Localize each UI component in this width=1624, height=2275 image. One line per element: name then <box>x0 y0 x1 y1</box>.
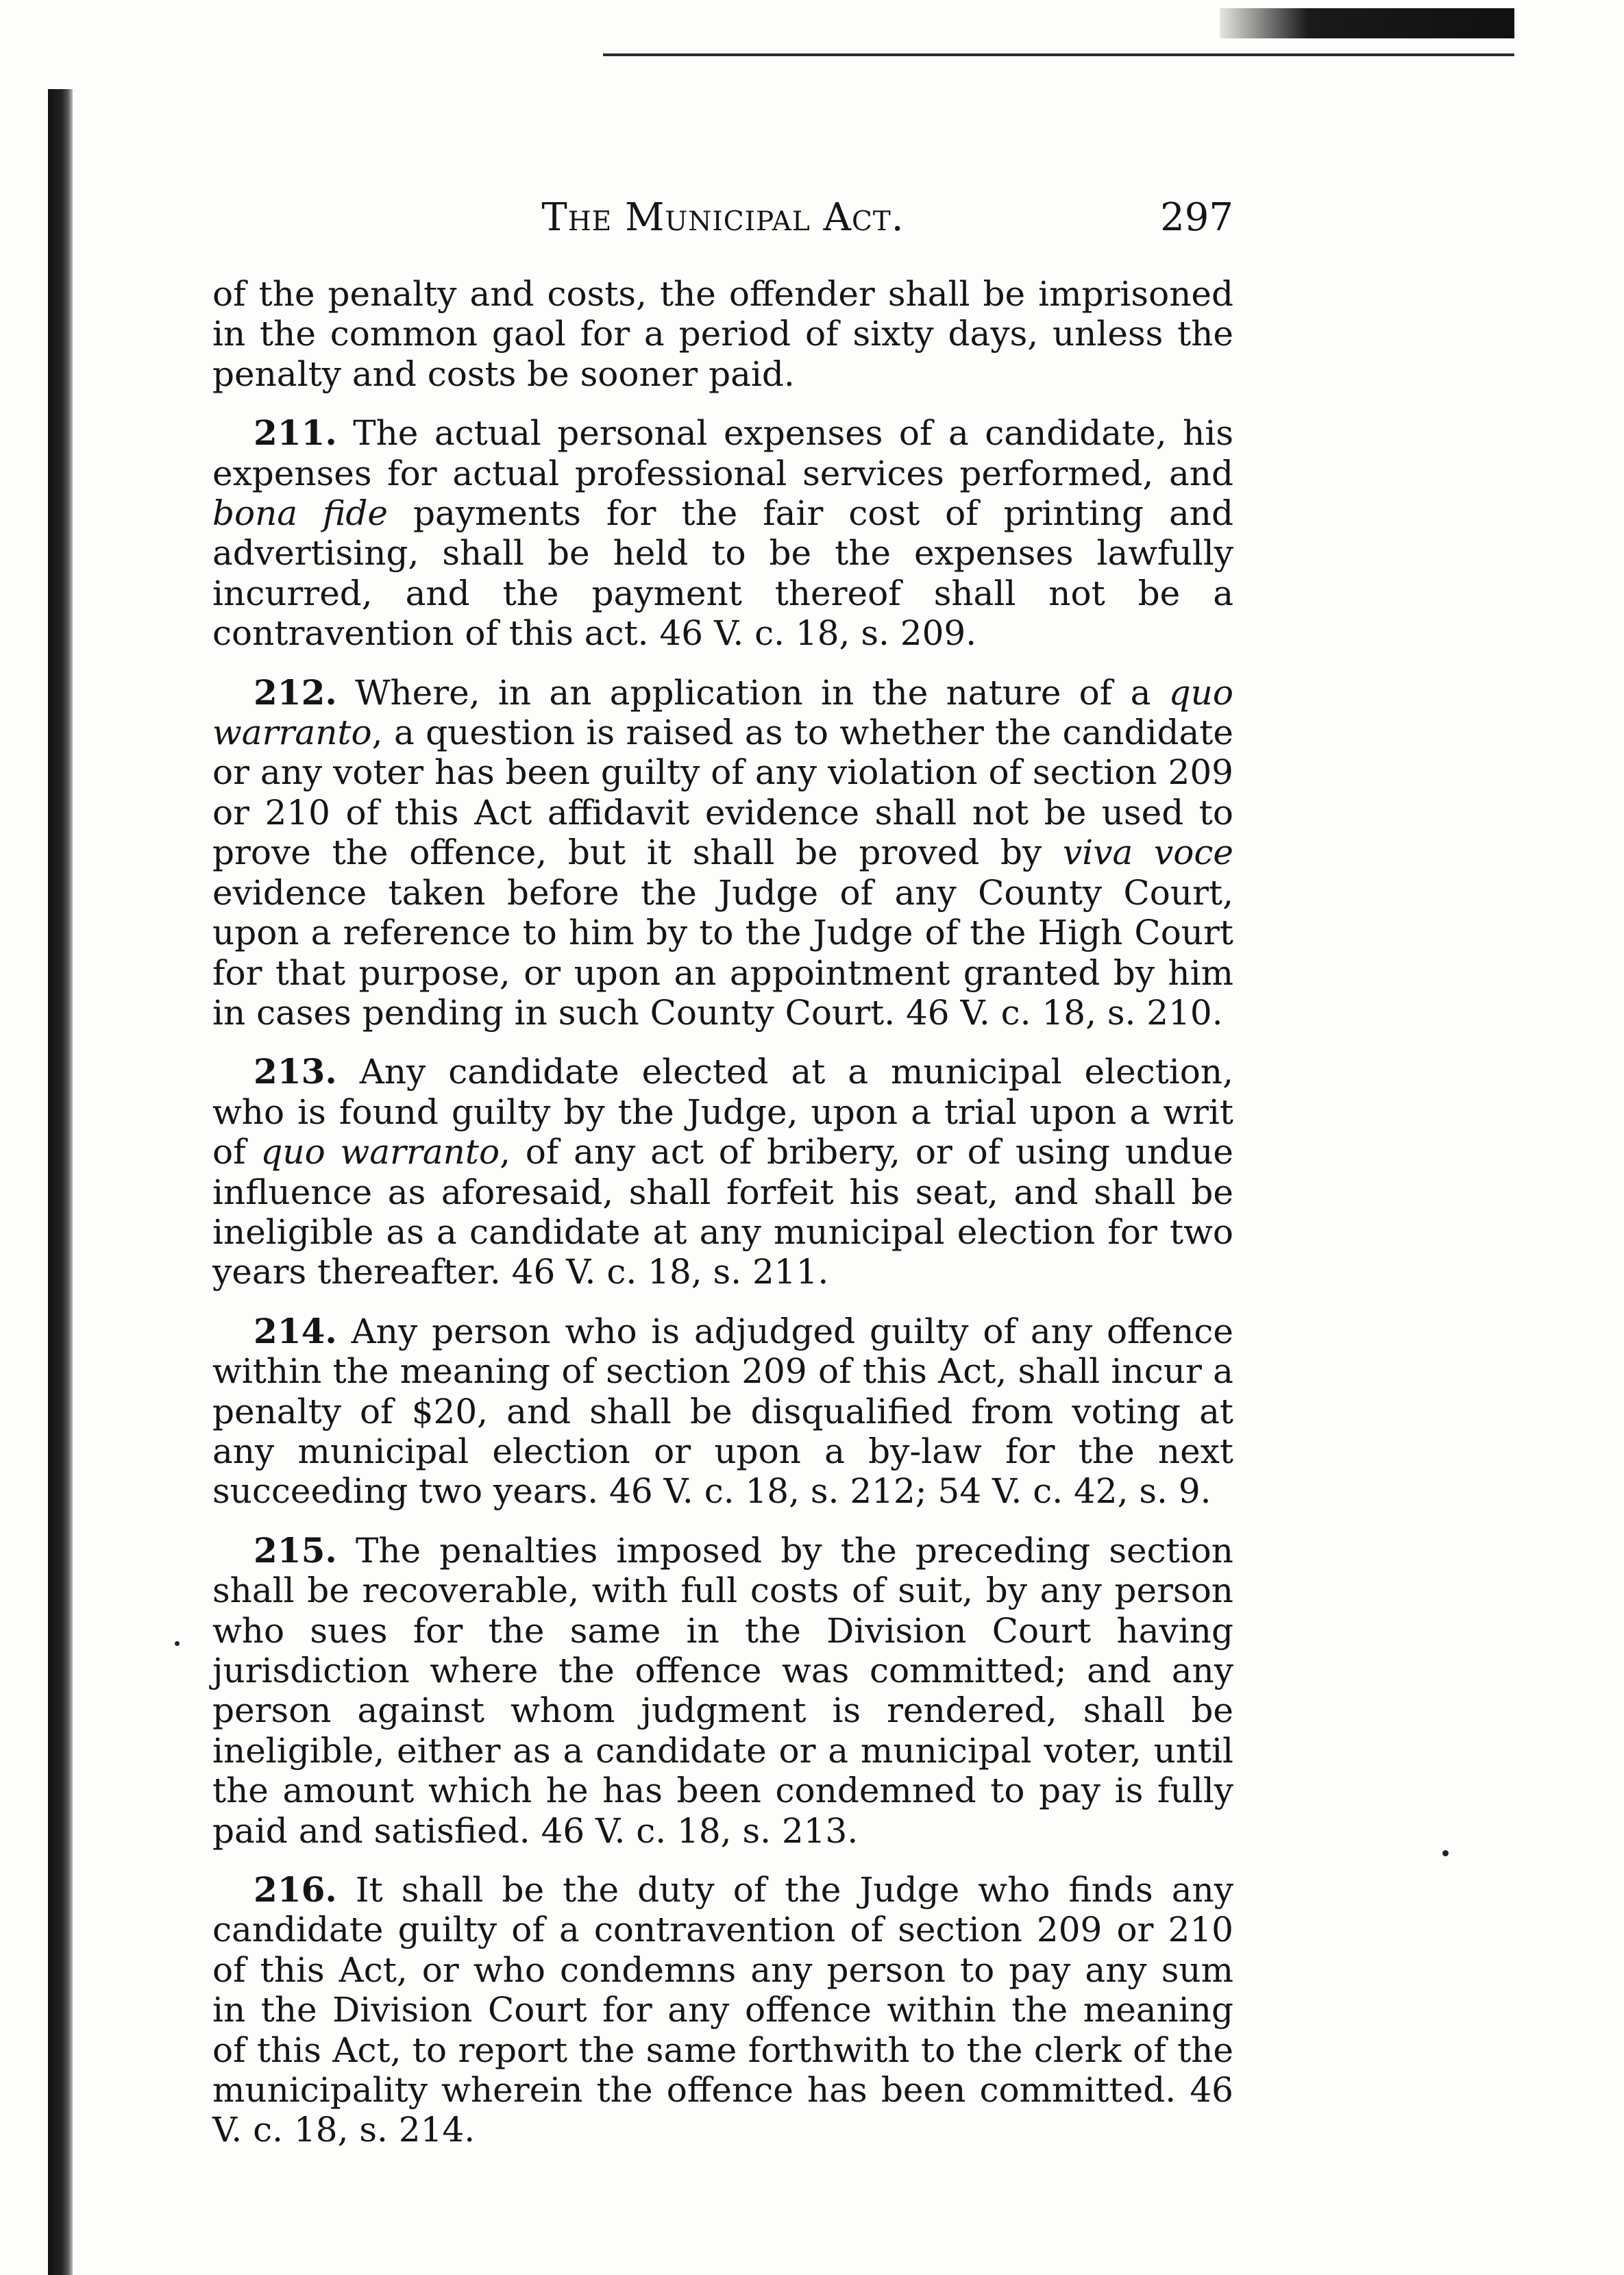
page-number: 297 <box>1160 195 1233 240</box>
scan-shadow-top-right <box>1220 8 1514 38</box>
running-head <box>212 195 1233 250</box>
scan-speck <box>1442 1850 1449 1856</box>
latin-phrase: quo warranto <box>212 672 1233 753</box>
continuation-paragraph: of the penalty and costs, the offender shall be imprisoned in the common gaol for a period of sixty days, unless the penalty and costs be sooner paid. <box>212 274 1233 394</box>
latin-phrase: viva voce <box>1063 833 1233 873</box>
top-rule <box>603 53 1514 56</box>
section-number: 214. <box>254 1310 337 1351</box>
section-215 <box>212 1531 1233 1851</box>
section-number: 212. <box>254 672 337 713</box>
section-216 <box>212 1870 1233 2150</box>
section-text: evidence taken before the Judge of any County Court, upon a reference to him by to the Judge of the High Court for that purpose, or upon an appointment granted by him in cases pending in such County Court. 46 V. c. 18, s. 210. <box>212 872 1233 1033</box>
section-212 <box>212 673 1233 1033</box>
section-text: Any candidate elected at a municipal election, who is found guilty by the Judge, upon a trial upon a writ of <box>212 1052 1233 1172</box>
section-214 <box>212 1312 1233 1512</box>
scan-speck <box>175 1641 180 1646</box>
section-text: It shall be the duty of the Judge who finds any candidate guilty of a contravention of section 209 or 210 of this Act, or who condemns any person to pay any sum in the Division Court for any offence within the meaning of this Act, to report the same forthwith to the clerk of the municipality wherein the offence has been committed. 46 V. c. 18, s. 214. <box>212 1870 1233 2150</box>
section-211 <box>212 413 1233 653</box>
latin-phrase: bona fide <box>212 493 389 534</box>
section-text: The actual personal expenses of a candidate, his expenses for actual professional services performed, and <box>212 413 1233 493</box>
scan-spine-edge <box>48 89 73 2275</box>
section-text: The penalties imposed by the preceding section shall be recoverable, with full costs of suit, by any person who sues for the same in the Division Court having jurisdiction where the offence was committed; and any person against whom judgment is rendered, shall be ineligible, either as a candidate or a municipal voter, until the amount which he has been condemned to pay is fully paid and satisfied. 46 V. c. 18, s. 213. <box>212 1530 1233 1851</box>
section-number: 211. <box>254 413 337 454</box>
running-title: The Municipal Act. <box>541 195 905 240</box>
latin-phrase: quo warranto <box>260 1132 500 1172</box>
section-text: , of any act of bribery, or of using undue influence as aforesaid, shall forfeit his seat, and shall be ineligible as a candidate at any municipal election for two years thereafter. 46 V. c. 18, s. 211. <box>212 1132 1233 1292</box>
section-number: 216. <box>254 1869 337 1910</box>
body-text <box>212 274 1233 2169</box>
section-number: 215. <box>254 1529 337 1571</box>
section-text: Any person who is adjudged guilty of any offence within the meaning of section 209 of this Act, shall incur a penalty of $20, and shall be disqualified from voting at any municipal election or upon a by-law for the next succeeding two years. 46 V. c. 18, s. 212; 54 V. c. 42, s. 9. <box>212 1311 1233 1512</box>
section-text: payments for the fair cost of printing and advertising, shall be held to be the expenses lawfully incurred, and the payment thereof shall not be a contravention of this act. 46 V. c. 18, s. 209. <box>212 493 1233 654</box>
section-text: , a question is raised as to whether the candidate or any voter has been guilty of any violation of section 209 or 210 of this Act affidavit evidence shall not be used to prove the offence, but it shall be proved by <box>212 713 1233 873</box>
section-213 <box>212 1052 1233 1292</box>
section-text: Where, in an application in the nature of a <box>355 672 1169 713</box>
section-number: 213. <box>254 1051 337 1092</box>
